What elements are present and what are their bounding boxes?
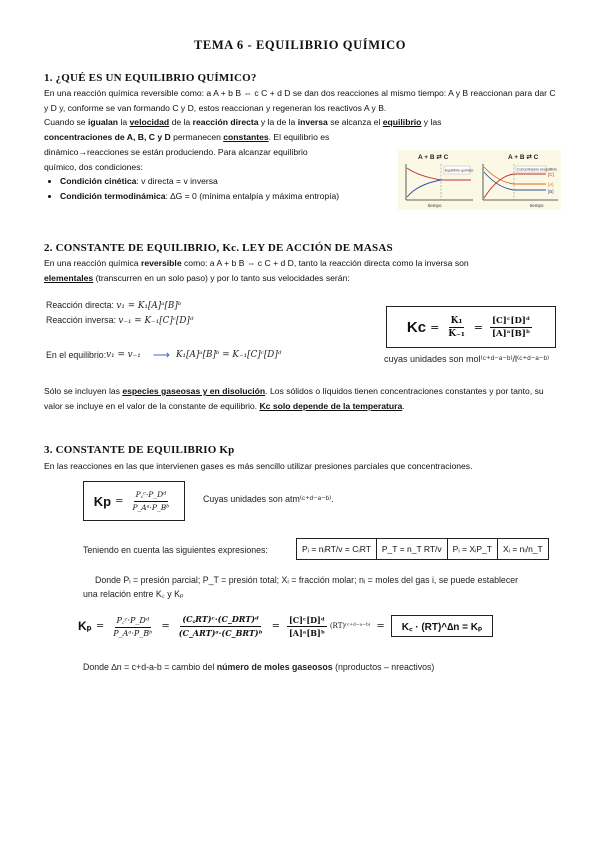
kp-derivation: Kₚ = $\frac{\text{P꜀ᶜ·P\_Dᵈ}}{\text{P\_Aᵃ·P\_Bᵇ}}$ = $\frac{\text{(C꜀RT)ᶜ·(C\_DRT)ᵈ}}{\text{(C\_ART)ᵃ·(C\_BRT)ᵇ}}$ = $\frac{\text{[C]ᶜ[D]ᵈ}}{\text{[A]ᵃ[B]ᵇ}}$ (RT)⁽ᶜ⁺ᵈ⁻ᵃ⁻ᵇ⁾ = K꜀ · (RT)^∆n = Kₚ bbox=[78, 614, 493, 638]
kc-fraction-2: $\frac{\text{[C]ᶜ[D]ᵈ}}{\text{[A]ᵃ[B]ᵇ}}$ bbox=[492, 315, 531, 339]
kc-units: cuyas unidades son mol⁽ᶜ⁺ᵈ⁻ᵃ⁻ᵇ⁾/l⁽ᶜ⁺ᵈ⁻ᵃ⁻ᵇ⁾ bbox=[384, 354, 550, 364]
kp-derivation-label: Kₚ bbox=[78, 619, 92, 633]
expression-mole-fraction: Xᵢ = nᵢ/n_T bbox=[502, 544, 543, 554]
left-graph-xlabel: tiempo bbox=[428, 203, 442, 208]
page-title: TEMA 6 - EQUILIBRIO QUÍMICO bbox=[193, 38, 407, 52]
kp-derivation-fraction-3: $\frac{\text{[C]ᶜ[D]ᵈ}}{\text{[A]ᵃ[B]ᵇ}}$ bbox=[288, 614, 325, 638]
section-1-line-4: concentraciones de A, B, C y D permanecen constantes. El equilibrio es bbox=[44, 132, 330, 142]
equilibrium-figure bbox=[398, 150, 561, 210]
right-graph-title: A + B ⇄ C bbox=[508, 154, 539, 161]
section-2-line-1: En una reacción química reversible como: a A + b B ⇔ c C + d D, tanto la reacción directa como la inversa son bbox=[44, 258, 469, 268]
expressions-table bbox=[296, 538, 549, 560]
arrow-right-icon: ⟶ bbox=[152, 348, 170, 362]
section-3-intro: En las reacciones en las que intervienen gases es más sencillo utilizar presiones parciales que concentraciones. bbox=[44, 461, 473, 471]
section-1-line-3: Cuando se igualan la velocidad de la reacción directa y la de la inversa se alcanza el equilibrio y las bbox=[44, 117, 442, 127]
expression-partial-pressure: Pᵢ = nᵢRT/v = CᵢRT bbox=[297, 539, 377, 559]
section-2-heading: 2. CONSTANTE DE EQUILIBRIO, Kc. LEY DE ACCIÓN DE MASAS bbox=[44, 242, 393, 254]
donde-explanation: Donde Pᵢ = presión parcial; P_T = presión total; Xᵢ = fracción molar; nᵢ = moles del gas i, se puede establecer una relación entre K꜀ y Kₚ bbox=[83, 575, 519, 599]
section-2-line-2: elementales (transcurren en un solo paso) y por lo tanto sus velocidades serán: bbox=[44, 273, 350, 283]
label-a: [A] bbox=[548, 182, 554, 187]
label-c: [C] bbox=[548, 172, 554, 177]
teniendo-text: Teniendo en cuenta las siguientes expresiones: bbox=[83, 545, 268, 555]
conditions-list bbox=[46, 174, 406, 203]
expression-total-pressure: P_T = n_T RT/v bbox=[377, 539, 448, 559]
delta-n-explanation: Donde ∆n = c+d-a-b = cambio del número de moles gaseosos (nproductos – nreactivos) bbox=[83, 662, 435, 672]
kp-derivation-fraction-1: $\frac{\text{P꜀ᶜ·P\_Dᵈ}}{\text{P\_Aᵃ·P\_Bᵇ}}$ bbox=[113, 615, 153, 638]
kc-fraction-1: $\frac{\text{K₁}}{\text{K₋₁}}$ bbox=[448, 315, 465, 339]
right-graph-note: Concentración al equilibrio bbox=[517, 167, 557, 172]
kp-kc-relation-box: K꜀ · (RT)^∆n = Kₚ bbox=[391, 615, 494, 637]
condition-thermodynamic: • Condición termodinámica: ∆G = 0 (mínima entalpía y máxima entropía) bbox=[60, 189, 406, 204]
kc-label: Kc bbox=[406, 318, 427, 336]
direct-reaction-rate: Reacción directa: v₁ = K₁[A]ᵃ[B]ᵇ bbox=[46, 300, 182, 311]
right-graph-xlabel: tiempo bbox=[530, 203, 544, 208]
kp-label: Kp bbox=[93, 493, 112, 509]
kp-units: Cuyas unidades son atm⁽ᶜ⁺ᵈ⁻ᵃ⁻ᵇ⁾. bbox=[203, 494, 334, 504]
kp-derivation-fraction-2: $\frac{\text{(C꜀RT)ᶜ·(C\_DRT)ᵈ}}{\text{(C\_ART)ᵃ·(C\_BRT)ᵇ}}$ bbox=[178, 614, 263, 638]
section-1-heading: 1. ¿QUÉ ES UN EQUILIBRIO QUÍMICO? bbox=[44, 72, 257, 84]
condition-kinetic: • Condición cinética: v directa = v inversa bbox=[60, 174, 406, 189]
left-graph-title: A + B ⇄ C bbox=[418, 154, 449, 161]
section-3-heading: 3. CONSTANTE DE EQUILIBRIO Kp bbox=[44, 444, 235, 456]
section-2-paragraph: Sólo se incluyen las especies gaseosas y en disolución. Los sólidos o líquidos tienen concentraciones constantes y por tanto, su valor se incluye en el valor de la constante de equilibrio. Kc solo depende de la temperatura. bbox=[44, 386, 544, 411]
inverse-reaction-rate: Reacción inversa: v₋₁ = K₋₁[C]ᶜ[D]ᵈ bbox=[46, 315, 194, 326]
kp-fraction: $\frac{\text{P꜀ᶜ·P\_Dᵈ}}{\text{P\_Aᵃ·P\_Bᵇ}}$ bbox=[132, 490, 170, 512]
kc-formula-box: Kc = $\frac{\text{K₁}}{\text{K₋₁}}$ = $\frac{\text{[C]ᶜ[D]ᵈ}}{\text{[A]ᵃ[B]ᵇ}}$ bbox=[386, 306, 556, 348]
kp-formula-box: Kp = $\frac{\text{P꜀ᶜ·P\_Dᵈ}}{\text{P\_Aᵃ·P\_Bᵇ}}$ bbox=[83, 481, 185, 521]
section-1-line-6: químico, dos condiciones: bbox=[44, 162, 143, 172]
equilibrium-graphs bbox=[398, 150, 561, 210]
left-graph-note: Equilibrio químico bbox=[445, 168, 474, 173]
label-b: [B] bbox=[548, 189, 554, 194]
section-1-intro: En una reacción química reversible como: a A + b B ⇔ c C + d D se dan dos reacciones al mismo tiempo: A y B reaccionan para dar C y D y, conforme se van formando C y D, estos reaccionan y regeneran los reactivos A y B. bbox=[44, 88, 556, 113]
expression-pressure-fraction: Pᵢ = XᵢP_T bbox=[448, 539, 498, 559]
section-1-line-5: dinámico→reacciones se están produciendo. Para alcanzar equilibrio bbox=[44, 147, 308, 157]
equilibrium-condition: En el equilibrio: v₁ = v₋₁ ⟶ K₁[A]ᵃ[B]ᵇ = K₋₁[C]ᶜ[D]ᵈ bbox=[46, 348, 282, 362]
